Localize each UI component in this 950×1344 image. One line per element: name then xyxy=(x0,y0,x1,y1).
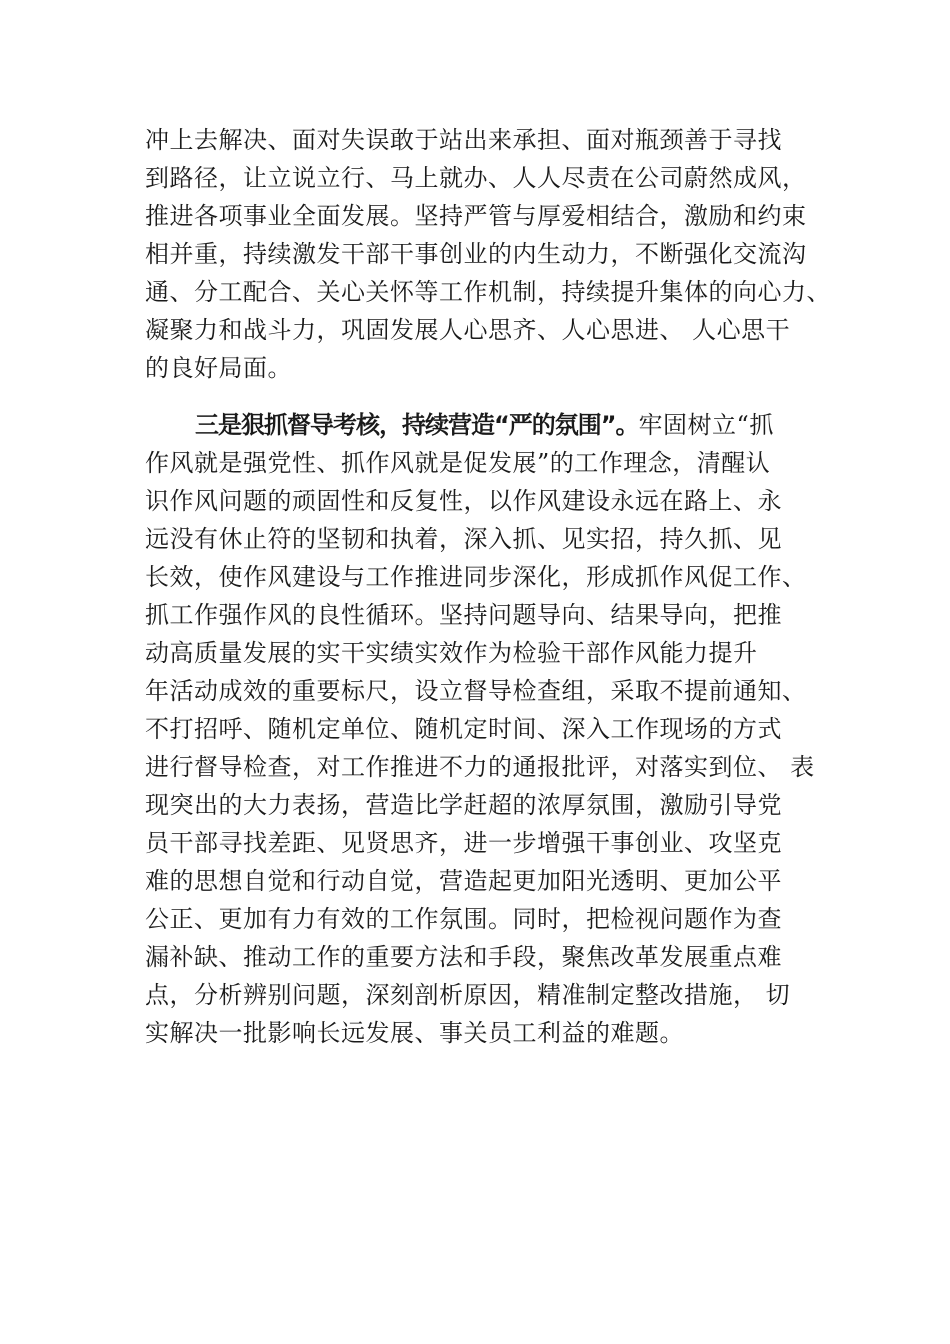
text-line: 抓工作强作风的良性循环。坚持问题导向、结果导向，把推 xyxy=(145,601,782,629)
paragraph-2 xyxy=(145,406,845,1052)
text-line: 长效，使作风建设与工作推进同步深化，形成抓作风促工作、 xyxy=(145,563,807,591)
text-line: 凝聚力和战斗力，巩固发展人心思齐、人心思进、 人心思干 xyxy=(145,316,791,344)
text-line: 动高质量发展的实干实绩实效作为检验干部作风能力提升 xyxy=(145,639,758,667)
text-line: 冲上去解决、面对失误敢于站出来承担、面对瓶颈善于寻找 xyxy=(145,126,782,154)
text-line: 难的思想自觉和行动自觉，营造起更加阳光透明、更加公平 xyxy=(145,867,782,895)
text-line: 到路径，让立说立行、马上就办、人人尽责在公司蔚然成风， xyxy=(145,164,807,192)
text-line: 公正、更加有力有效的工作氛围。同时，把检视问题作为查 xyxy=(145,905,782,933)
text-line: 远没有休止符的坚韧和执着，深入抓、见实招，持久抓、见 xyxy=(145,525,782,553)
text-line: 点，分析辨别问题，深刻剖析原因，精准制定整改措施， 切 xyxy=(145,981,791,1009)
text-line: 进行督导检查，对工作推进不力的通报批评，对落实到位、 表 xyxy=(145,753,815,781)
paragraph-lead-heading: 三是狠抓督导考核，持续营造“严的氛围”。 xyxy=(195,411,639,439)
text-line: 年活动成效的重要标尺，设立督导检查组，采取不提前通知、 xyxy=(145,677,807,705)
text-line: 现突出的大力表扬，营造比学赶超的浓厚氛围，激励引导党 xyxy=(145,791,782,819)
text-line: 推进各项事业全面发展。坚持严管与厚爱相结合，激励和约束 xyxy=(145,202,807,230)
text-line: 识作风问题的顽固性和反复性，以作风建设永远在路上、永 xyxy=(145,487,782,515)
text-line: 通、分工配合、关心关怀等工作机制，持续提升集体的向心力、 xyxy=(145,278,831,306)
text-line: 员干部寻找差距、见贤思齐，进一步增强干事创业、攻坚克 xyxy=(145,829,782,857)
text-line: 相并重，持续激发干部干事创业的内生动力，不断强化交流沟 xyxy=(145,240,807,268)
first-line-rest: 牢固树立“抓 xyxy=(638,411,774,439)
text-line: 漏补缺、推动工作的重要方法和手段，聚焦改革发展重点难 xyxy=(145,943,782,971)
paragraph-1 xyxy=(145,121,845,387)
text-line-first xyxy=(145,406,845,444)
text-line: 不打招呼、随机定单位、随机定时间、深入工作现场的方式 xyxy=(145,715,782,743)
text-line: 作风就是强党性、抓作风就是促发展”的工作理念，清醒认 xyxy=(145,449,771,477)
text-line: 实解决一批影响长远发展、事关员工利益的难题。 xyxy=(145,1019,684,1047)
text-line: 的良好局面。 xyxy=(145,354,292,382)
